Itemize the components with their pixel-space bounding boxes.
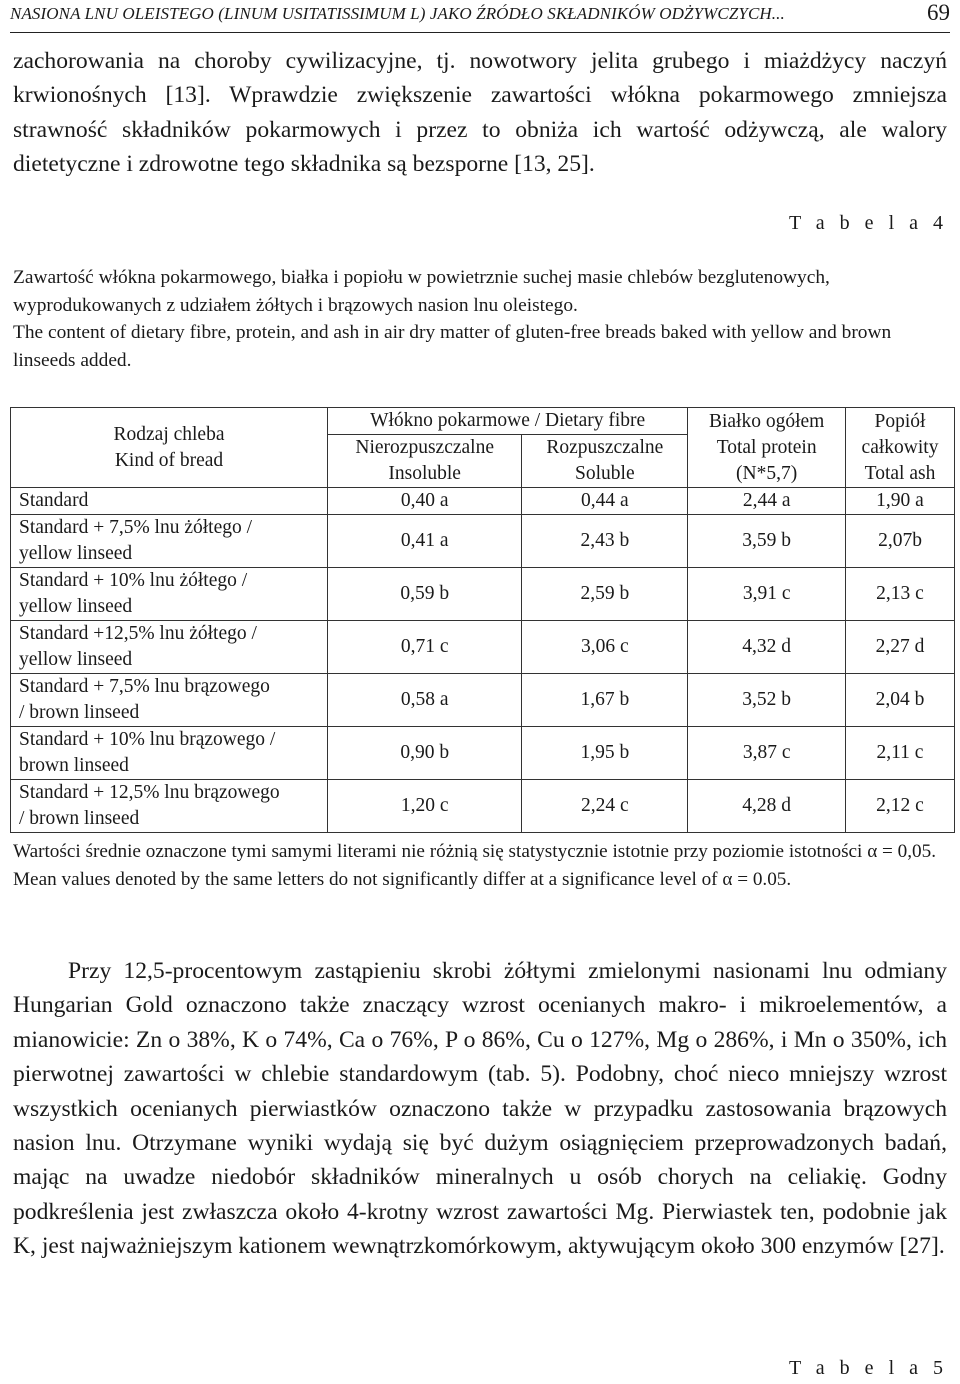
footnote-english: Mean values denoted by the same letters do not significantly differ at a significance level of α = 0.05. — [13, 869, 792, 890]
cell-soluble: 2,43 b — [522, 515, 688, 568]
running-title: NASIONA LNU OLEISTEGO (LINUM USITATISSIMUM L) JAKO ŹRÓDŁO SKŁADNIKÓW ODŻYWCZYCH... — [10, 4, 785, 23]
header-insoluble: Nierozpuszczalne Insoluble — [328, 435, 522, 488]
table-row — [11, 488, 955, 515]
cell-insoluble: 0,40 a — [328, 488, 522, 515]
cell-insoluble: 1,20 c — [328, 780, 522, 833]
cell-soluble: 3,06 c — [522, 621, 688, 674]
cell-insoluble: 0,41 a — [328, 515, 522, 568]
cell-soluble: 2,24 c — [522, 780, 688, 833]
cell-ash: 2,04 b — [846, 674, 955, 727]
table-row — [11, 727, 955, 780]
caption-english: The content of dietary fibre, protein, and ash in air dry matter of gluten-free breads baked with yellow and brown linseeds added. — [13, 322, 892, 371]
cell-ash: 2,11 c — [846, 727, 955, 780]
table-4-caption — [13, 264, 948, 374]
cell-ash: 2,07b — [846, 515, 955, 568]
table-4 — [10, 407, 955, 833]
cell-soluble: 0,44 a — [522, 488, 688, 515]
cell-insoluble: 0,58 a — [328, 674, 522, 727]
header-dietary-fibre: Włókno pokarmowe / Dietary fibre — [328, 408, 688, 435]
footnote-polish: Wartości średnie oznaczone tymi samymi literami nie różnią się statystycznie istotnie przy poziomie istotności α = 0,05. — [13, 841, 937, 862]
running-header — [10, 0, 950, 33]
table-4-footnote — [13, 838, 948, 894]
row-bread-kind: Standard + 10% lnu brązowego / brown linseed — [11, 727, 328, 780]
cell-protein: 4,32 d — [688, 621, 846, 674]
row-bread-kind: Standard + 7,5% lnu brązowego / brown linseed — [11, 674, 328, 727]
cell-protein: 3,59 b — [688, 515, 846, 568]
cell-ash: 2,12 c — [846, 780, 955, 833]
header-total-protein: Białko ogółem Total protein (N*5,7) — [688, 408, 846, 488]
caption-polish: Zawartość włókna pokarmowego, białka i popiołu w powietrznie suchej masie chlebów bezglutenowych, wyprodukowanych z udziałem żółtych i brązowych nasion lnu oleistego. — [13, 267, 830, 316]
header-total-ash: Popiół całkowity Total ash — [846, 408, 955, 488]
cell-protein: 3,91 c — [688, 568, 846, 621]
cell-insoluble: 0,59 b — [328, 568, 522, 621]
table-row — [11, 674, 955, 727]
cell-soluble: 2,59 b — [522, 568, 688, 621]
cell-protein: 3,52 b — [688, 674, 846, 727]
row-bread-kind: Standard + 7,5% lnu żółtego / yellow linseed — [11, 515, 328, 568]
table-row — [11, 621, 955, 674]
cell-ash: 1,90 a — [846, 488, 955, 515]
table-row — [11, 780, 955, 833]
cell-protein: 4,28 d — [688, 780, 846, 833]
page-number: 69 — [927, 0, 950, 25]
row-bread-kind: Standard + 12,5% lnu brązowego / brown linseed — [11, 780, 328, 833]
row-bread-kind: Standard +12,5% lnu żółtego / yellow linseed — [11, 621, 328, 674]
cell-insoluble: 0,71 c — [328, 621, 522, 674]
cell-ash: 2,13 c — [846, 568, 955, 621]
cell-protein: 2,44 a — [688, 488, 846, 515]
cell-soluble: 1,67 b — [522, 674, 688, 727]
cell-insoluble: 0,90 b — [328, 727, 522, 780]
table-5-label: T a b e l a 5 — [788, 1357, 948, 1379]
body-paragraph-2: Przy 12,5-procentowym zastąpieniu skrobi żółtymi zmielonymi nasionami lnu odmiany Hungarian Gold oznaczono także znaczący wzrost ocenianych makro- i mikroelementów, a mianowicie: Zn o 38%, K o 74%, Ca o 76%, P o 86%, Cu o 127%, Mg o 286%, i Mn o 350%, ich pierwotnej zawartości w chlebie standardowym (tab. 5). Podobny, choć nieco mniejszy wzrost wszystkich ocenianych pierwiastków oznaczono także w przypadku zastosowania brązowych nasion lnu. Otrzymane wyniki wydają się być dużym osiągnięciem przeprowadzonych badań, mając na uwadze niedobór składników mineralnych u osób chorych na celiakię. Godny podkreślenia jest zwłaszcza około 4-krotny wzrost zawartości Mg. Pierwiastek ten, podobnie jak K, jest najważniejszym kationem wewnątrzkomórkowym, aktywującym około 300 enzymów [27]. — [13, 958, 947, 1260]
table-4-label: T a b e l a 4 — [788, 212, 948, 234]
table-row — [11, 515, 955, 568]
cell-protein: 3,87 c — [688, 727, 846, 780]
body-paragraph-1: zachorowania na choroby cywilizacyjne, tj. nowotwory jelita grubego i miażdżycy naczyń krwionośnych [13]. Wprawdzie zwiększenie zawartości włókna pokarmowego zmniejsza strawność składników pokarmowych i przez to obniża ich wartość odżywczą, ale walory dietetyczne i zdrowotne tego składnika są bezsporne [13, 25]. — [13, 48, 947, 178]
cell-soluble: 1,95 b — [522, 727, 688, 780]
row-bread-kind: Standard — [11, 488, 328, 515]
header-kind-of-bread: Rodzaj chleba Kind of bread — [11, 408, 328, 488]
cell-ash: 2,27 d — [846, 621, 955, 674]
row-bread-kind: Standard + 10% lnu żółtego / yellow linseed — [11, 568, 328, 621]
header-soluble: Rozpuszczalne Soluble — [522, 435, 688, 488]
table-row — [11, 568, 955, 621]
